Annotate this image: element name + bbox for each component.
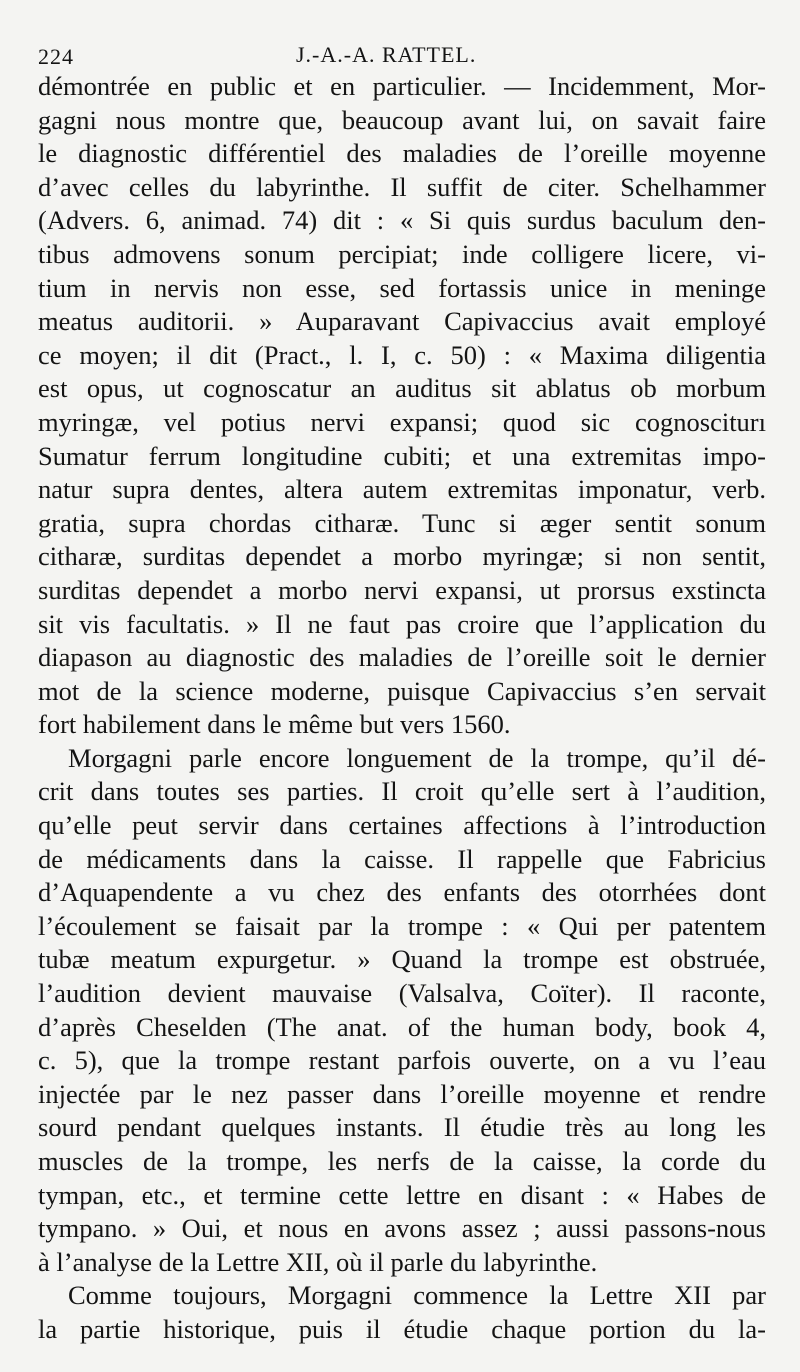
text-line: démontrée en public et en particulier. — Incidemment, Mor- <box>38 71 766 101</box>
text-line: qu’elle peut servir dans certaines affections à l’introduction <box>38 810 766 841</box>
text-line: surditas dependet a morbo nervi expansi, ut prorsus exstincta <box>38 574 766 605</box>
text-line: tympano. » Oui, et nous en avons assez ; aussi passons-nous <box>38 1213 766 1244</box>
text-line: muscles de la trompe, les nerfs de la caisse, la corde du <box>38 1146 766 1176</box>
text-line: fort habilement dans le même but vers 1560. <box>38 709 511 740</box>
text-line: d’après Cheselden (The anat. of the human body, book 4, <box>38 1011 766 1042</box>
text-line: sit vis facultatis. » Il ne faut pas croire que l’application du <box>38 608 766 639</box>
text-line: Morgagni parle encore longuement de la trompe, qu’il dé- <box>68 742 766 773</box>
body-text <box>38 70 766 1347</box>
text-line: l’audition devient mauvaise (Valsalva, Coïter). Il raconte, <box>38 978 766 1009</box>
text-line: mot de la science moderne, puisque Capivaccius s’en servait <box>38 675 766 706</box>
text-line: c. 5), que la trompe restant parfois ouverte, on a vu l’eau <box>38 1045 766 1076</box>
text-line: de médicaments dans la caisse. Il rappelle que Fabricius <box>38 843 766 874</box>
text-line: meatus auditorii. » Auparavant Capivaccius avait employé <box>38 306 766 337</box>
text-line: l’écoulement se faisait par la trompe : « Qui per patentem <box>38 910 766 941</box>
text-line: ce moyen; il dit (Pract., l. I, c. 50) : « Maxima diligentia <box>38 339 766 370</box>
text-line: gagni nous montre que, beaucoup avant lui, on savait faire <box>38 104 766 135</box>
text-line: tium in nervis non esse, sed fortassis unice in meninge <box>38 272 766 303</box>
text-line: injectée par le nez passer dans l’oreille moyenne et rendre <box>38 1078 766 1109</box>
text-line: tubæ meatum expurgetur. » Quand la trompe est obstruée, <box>38 944 766 975</box>
text-line: le diagnostic différentiel des maladies de l’oreille moyenne <box>38 138 766 169</box>
text-line: Comme toujours, Morgagni commence la Lettre XII par <box>68 1280 766 1311</box>
text-line: est opus, ut cognoscatur an auditus sit ablatus ob morbum <box>38 373 766 404</box>
text-line: d’Aquapendente a vu chez des enfants des otorrhées dont <box>38 877 766 908</box>
text-line: tympan, etc., et termine cette lettre en disant : « Habes de <box>38 1179 766 1210</box>
running-head: J.-A.-A. RATTEL. <box>296 42 477 67</box>
text-line: myringæ, vel potius nervi expansi; quod sic cognosciturı <box>38 406 766 437</box>
text-line: la partie historique, puis il étudie chaque portion du la- <box>38 1313 766 1344</box>
text-line: (Advers. 6, animad. 74) dit : « Si quis surdus baculum den- <box>38 205 766 236</box>
text-line: gratia, supra chordas citharæ. Tunc si æger sentit sonum <box>38 507 766 538</box>
text-line: natur supra dentes, altera autem extremitas imponatur, verb. <box>38 474 766 505</box>
text-line: crit dans toutes ses parties. Il croit qu’elle sert à l’audition, <box>38 776 766 807</box>
page-header <box>38 36 766 70</box>
text-line: sourd pendant quelques instants. Il étudie très au long les <box>38 1112 766 1143</box>
text-line: tibus admovens sonum percipiat; inde colligere licere, vi- <box>38 238 766 269</box>
text-line: à l’analyse de la Lettre XII, où il parle du labyrinthe. <box>38 1246 598 1277</box>
text-line: citharæ, surditas dependet a morbo myringæ; si non sentit, <box>38 541 766 572</box>
text-line: Sumatur ferrum longitudine cubiti; et una extremitas impo- <box>38 440 766 471</box>
page-number: 224 <box>38 44 74 69</box>
text-line: diapason au diagnostic des maladies de l’oreille soit le dernier <box>38 642 766 673</box>
text-line: d’avec celles du labyrinthe. Il suffit de citer. Schelhammer <box>38 171 766 202</box>
